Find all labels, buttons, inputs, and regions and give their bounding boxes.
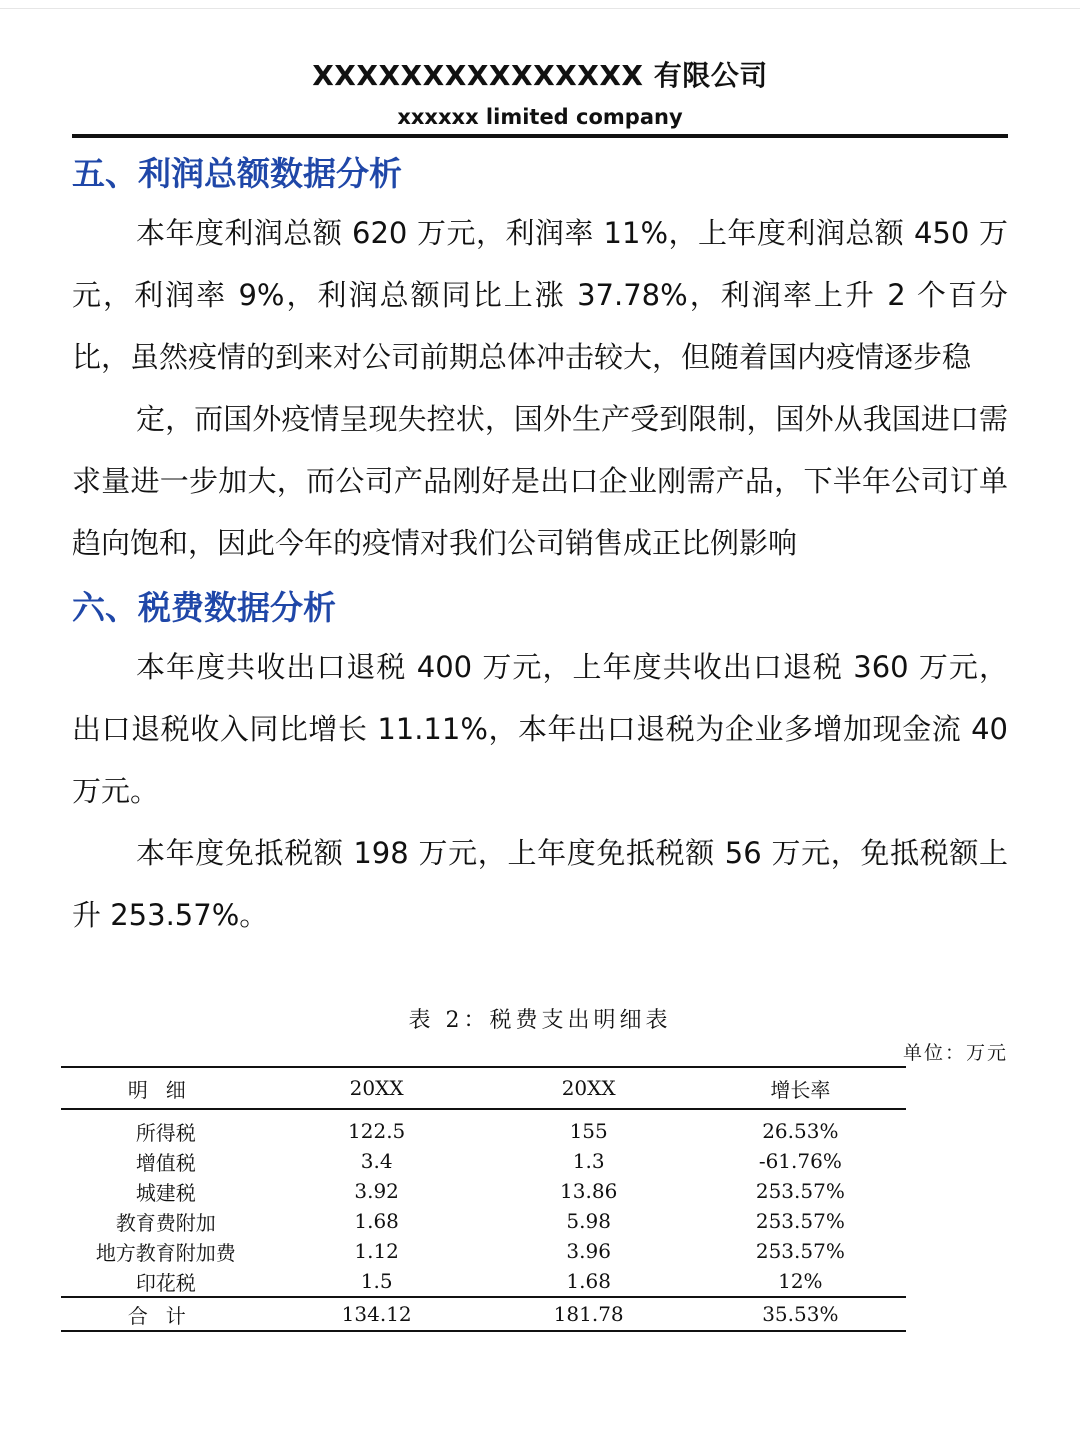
table-row bbox=[61, 1109, 906, 1146]
section5-paragraph-2: 定，而国外疫情呈现失控状，国外生产受到限制，国外从我国进口需求量进一步加大，而公司产品刚好是出口企业刚需产品，下半年公司订单趋向饱和，因此今年的疫情对我们公司销售成正比例影响 bbox=[72, 402, 1008, 560]
row-growth: 253.57% bbox=[755, 1179, 845, 1203]
section5-heading: 五、利润总额数据分析 bbox=[72, 154, 402, 193]
table-total-row bbox=[61, 1297, 906, 1331]
row-label: 地方教育附加费 bbox=[95, 1240, 236, 1265]
row-value-year-2: 155 bbox=[569, 1119, 608, 1143]
row-value-year-1: 1.5 bbox=[360, 1269, 393, 1293]
header-year-2: 20XX bbox=[483, 1067, 695, 1109]
row-label: 城建税 bbox=[135, 1180, 196, 1205]
document-header bbox=[72, 52, 1008, 134]
table-unit: 单位：万元 bbox=[902, 1042, 1008, 1064]
row-value-year-1: 1.68 bbox=[354, 1209, 399, 1233]
total-growth: 35.53% bbox=[695, 1297, 906, 1331]
row-value-year-2: 1.3 bbox=[572, 1149, 605, 1173]
header-rule bbox=[72, 134, 1008, 138]
table-header-row bbox=[61, 1067, 906, 1109]
section6-paragraph-2: 本年度免抵税额 198 万元，上年度免抵税额 56 万元，免抵税额上升 253.57%。 bbox=[72, 836, 1008, 932]
row-label: 印花税 bbox=[135, 1270, 196, 1295]
row-growth: 253.57% bbox=[755, 1209, 845, 1233]
row-value-year-1: 3.4 bbox=[360, 1149, 393, 1173]
company-name-en: xxxxxx limited company bbox=[397, 105, 683, 129]
row-value-year-2: 3.96 bbox=[566, 1239, 611, 1263]
section6-heading: 六、税费数据分析 bbox=[72, 588, 336, 627]
row-growth: 253.57% bbox=[755, 1239, 845, 1263]
table-row bbox=[61, 1266, 906, 1297]
header-growth: 增长率 bbox=[695, 1067, 906, 1109]
table-row bbox=[61, 1176, 906, 1206]
company-name: XXXXXXXXXXXXXXX 有限公司 bbox=[312, 59, 768, 92]
row-label: 教育费附加 bbox=[115, 1210, 216, 1235]
header-detail: 明细 bbox=[61, 1067, 271, 1109]
row-value-year-1: 1.12 bbox=[354, 1239, 399, 1263]
row-value-year-1: 3.92 bbox=[354, 1179, 399, 1203]
table-row bbox=[61, 1206, 906, 1236]
table-caption: 表 2：税费支出明细表 bbox=[408, 1008, 672, 1033]
row-growth: 26.53% bbox=[762, 1119, 839, 1143]
table-row bbox=[61, 1236, 906, 1266]
top-divider bbox=[0, 8, 1080, 9]
document-body bbox=[72, 146, 1008, 946]
row-value-year-2: 13.86 bbox=[560, 1179, 618, 1203]
row-label: 增值税 bbox=[135, 1150, 196, 1175]
table-row bbox=[61, 1146, 906, 1176]
section6-paragraph-1: 本年度共收出口退税 400 万元，上年度共收出口退税 360 万元，出口退税收入同比增长 11.11%，本年出口退税为企业多增加现金流 40 万元。 bbox=[72, 650, 1008, 808]
row-label: 所得税 bbox=[135, 1120, 196, 1145]
total-label: 合计 bbox=[61, 1297, 271, 1331]
total-year-1: 134.12 bbox=[271, 1297, 483, 1331]
row-growth: 12% bbox=[778, 1269, 823, 1293]
row-value-year-2: 5.98 bbox=[566, 1209, 611, 1233]
header-year-1: 20XX bbox=[271, 1067, 483, 1109]
total-year-2: 181.78 bbox=[483, 1297, 695, 1331]
section5-paragraph-1: 本年度利润总额 620 万元，利润率 11%，上年度利润总额 450 万元，利润率 9%，利润总额同比上涨 37.78%，利润率上升 2 个百分比，虽然疫情的到来对公司前期总体冲击较大，但随着国内疫情逐步稳 bbox=[72, 216, 1008, 374]
tax-expense-table bbox=[61, 1066, 906, 1332]
row-value-year-2: 1.68 bbox=[566, 1269, 611, 1293]
row-value-year-1: 122.5 bbox=[348, 1119, 406, 1143]
row-growth: -61.76% bbox=[758, 1149, 842, 1173]
